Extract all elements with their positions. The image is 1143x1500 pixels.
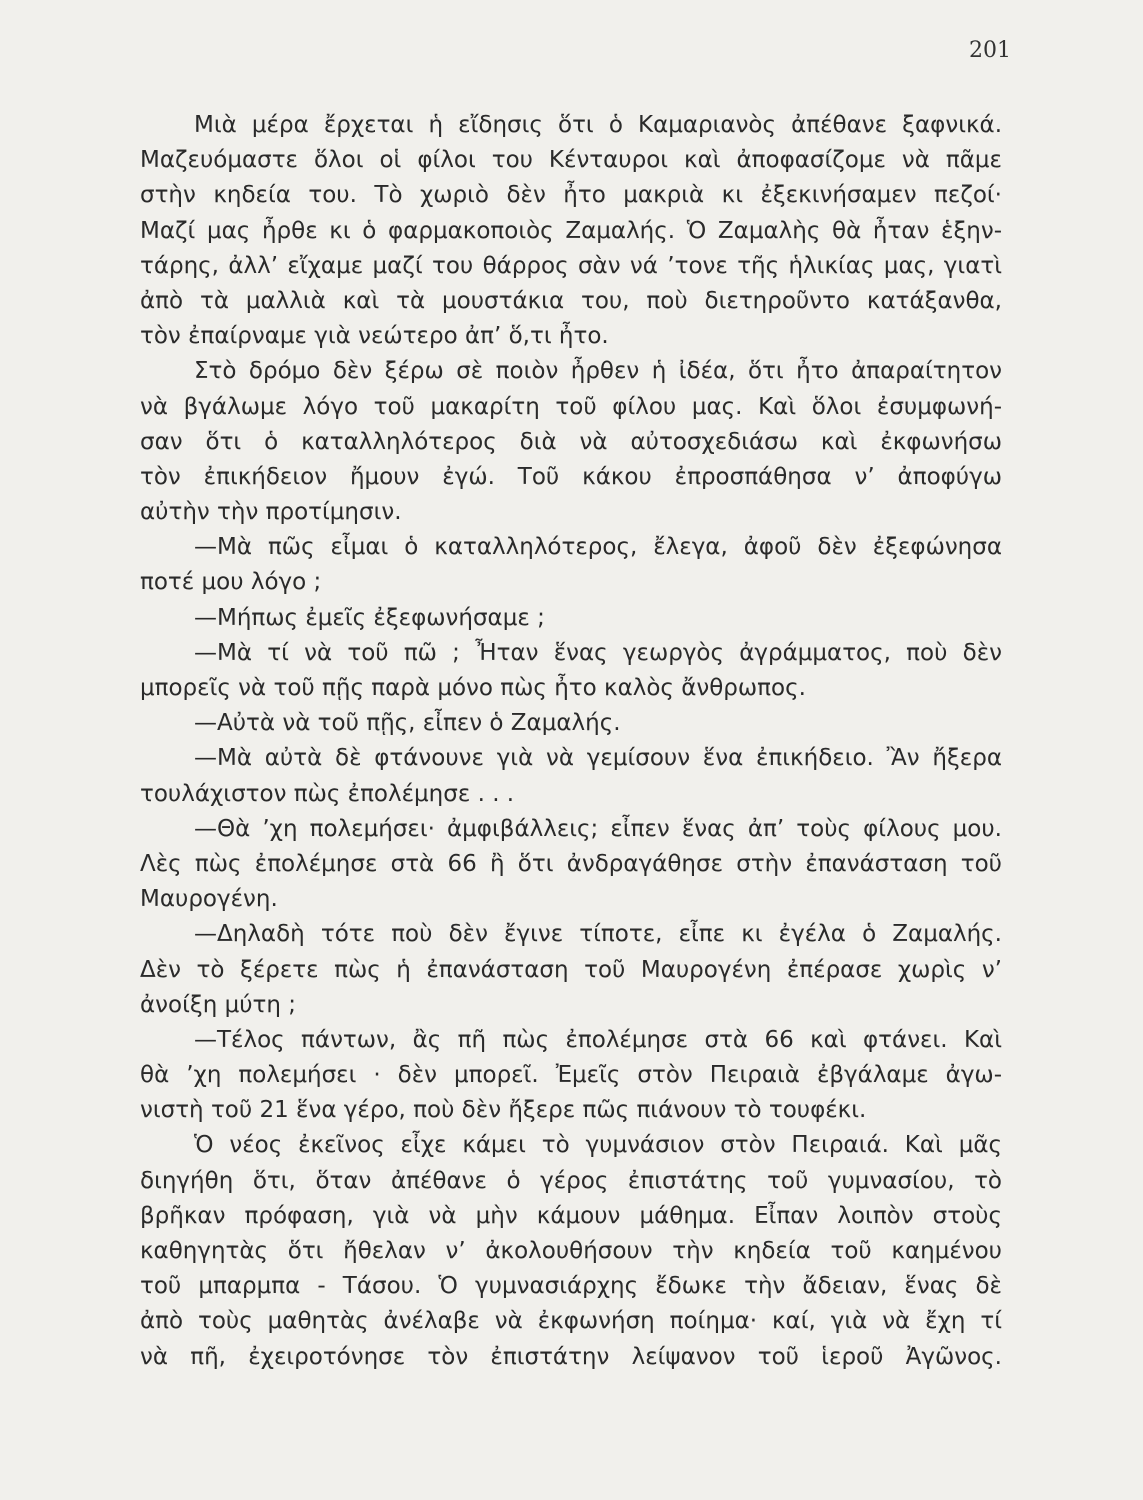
text-line: ἀνοίξη μύτη ; bbox=[140, 991, 297, 1018]
text-line: νὰ πῆ, ἐχειροτόνησε τὸν ἐπιστάτην λείψανον τοῦ ἱεροῦ Ἀγῶνος. bbox=[140, 1343, 1002, 1370]
text-line: Ὁ νέος ἐκεῖνος εἶχε κάμει τὸ γυμνάσιον στὸν Πειραιά. Καὶ μᾶς bbox=[194, 1132, 1002, 1159]
text-line: τὸν ἐπαίρναμε γιὰ νεώτερο ἀπ’ ὅ,τι ἦτο. bbox=[140, 323, 609, 350]
text-line: θὰ ’χη πολεμήσει · δὲν μπορεῖ. Ἐμεῖς στὸν Πειραιὰ ἐβγάλαμε ἀγω- bbox=[140, 1062, 1002, 1089]
text-line: σαν ὅτι ὁ καταλληλότερος διὰ νὰ αὐτοσχεδιάσω καὶ ἐκφωνήσω bbox=[140, 428, 1002, 455]
text-line: Δὲν τὸ ξέρετε πὼς ἡ ἐπανάσταση τοῦ Μαυρογένη ἐπέρασε χωρὶς ν’ bbox=[140, 956, 1002, 983]
text-line: καθηγητὰς ὅτι ἤθελαν ν’ ἀκολουθήσουν τὴν κηδεία τοῦ καημένου bbox=[140, 1238, 1002, 1264]
text-line: ἀπὸ τοὺς μαθητὰς ἀνέλαβε νὰ ἐκφωνήση ποίημα· καί, γιὰ νὰ ἔχη τί bbox=[140, 1308, 1002, 1335]
text-line: τὸν ἐπικήδειον ἤμουν ἐγώ. Τοῦ κάκου ἐπροσπάθησα ν’ ἀποφύγω bbox=[140, 463, 1002, 490]
text-line: νὰ βγάλωμε λόγο τοῦ μακαρίτη τοῦ φίλου μας. Καὶ ὅλοι ἐσυμφωνή- bbox=[140, 393, 1002, 420]
text-line: —Τέλος πάντων, ἂς πῆ πὼς ἐπολέμησε στὰ 66 καὶ φτάνει. Καὶ bbox=[194, 1026, 1002, 1053]
text-line: ποτέ μου λόγο ; bbox=[140, 569, 322, 596]
text-line: τάρης, ἀλλ’ εἴχαμε μαζί του θάρρος σὰν νά ’τονε τῆς ἡλικίας μας, γιατὶ bbox=[140, 252, 1002, 279]
text-line: Στὸ δρόμο δὲν ξέρω σὲ ποιὸν ἦρθεν ἡ ἰδέα, ὅτι ἦτο ἀπαραίτητον bbox=[194, 358, 1002, 385]
text-line: Μιὰ μέρα ἔρχεται ἡ εἴδησις ὅτι ὁ Καμαριανὸς ἀπέθανε ξαφνικά. bbox=[194, 112, 1002, 138]
text-line: —Αὐτὰ νὰ τοῦ πῇς, εἶπεν ὁ Ζαμαλής. bbox=[194, 710, 621, 737]
text-line: τοῦ μπαρμπα - Τάσου. Ὁ γυμνασιάρχης ἔδωκε τὴν ἄδειαν, ἕνας δὲ bbox=[140, 1273, 1002, 1300]
text-line: —Θὰ ’χη πολεμήσει· ἀμφιβάλλεις; εἶπεν ἕνας ἀπ’ τοὺς φίλους μου. bbox=[194, 815, 1002, 842]
text-line: Μαζευόμαστε ὅλοι οἱ φίλοι του Κένταυροι καὶ ἀποφασίζομε νὰ πᾶμε bbox=[140, 147, 1002, 174]
text-line: —Μὰ τί νὰ τοῦ πῶ ; Ἦταν ἕνας γεωργὸς ἀγράμματος, ποὺ δὲν bbox=[194, 639, 1002, 666]
text-line: Μαυρογένη. bbox=[140, 886, 278, 913]
text-line: διηγήθη ὅτι, ὅταν ἀπέθανε ὁ γέρος ἐπιστάτης τοῦ γυμνασίου, τὸ bbox=[140, 1167, 1002, 1194]
text-line: τουλάχιστον πὼς ἐπολέμησε . . . bbox=[140, 780, 515, 807]
text-line: —Μὰ αὐτὰ δὲ φτάνουνε γιὰ νὰ γεμίσουν ἕνα ἐπικήδειο. Ἂν ἤξερα bbox=[194, 745, 1002, 772]
text-line: Λὲς πὼς ἐπολέμησε στὰ 66 ἢ ὅτι ἀνδραγάθησε στὴν ἐπανάσταση τοῦ bbox=[140, 850, 1002, 877]
text-line: —Μήπως ἐμεῖς ἐξεφωνήσαμε ; bbox=[194, 604, 545, 631]
text-line: ἀπὸ τὰ μαλλιὰ καὶ τὰ μουστάκια του, ποὺ διετηροῦντο κατάξανθα, bbox=[140, 287, 1002, 314]
text-line: Μαζί μας ἦρθε κι ὁ φαρμακοποιὸς Ζαμαλής. Ὁ Ζαμαλὴς θὰ ἦταν ἑξην- bbox=[140, 217, 1002, 244]
text-line: νιστὴ τοῦ 21 ἕνα γέρο, ποὺ δὲν ἤξερε πῶς πιάνουν τὸ τουφέκι. bbox=[140, 1097, 867, 1124]
text-line: —Δηλαδὴ τότε ποὺ δὲν ἔγινε τίποτε, εἶπε κι ἐγέλα ὁ Ζαμαλής. bbox=[194, 921, 1002, 948]
page-number: 201 bbox=[969, 38, 1011, 63]
text-line: αὐτὴν τὴν προτίμησιν. bbox=[140, 499, 402, 526]
text-line: στὴν κηδεία του. Τὸ χωριὸ δὲν ἦτο μακριὰ κι ἐξεκινήσαμεν πεζοί· bbox=[140, 182, 1002, 209]
text-line: —Μὰ πῶς εἶμαι ὁ καταλληλότερος, ἔλεγα, ἀφοῦ δὲν ἐξεφώνησα bbox=[194, 534, 1002, 561]
body-text bbox=[140, 108, 1002, 1375]
text-line: βρῆκαν πρόφαση, γιὰ νὰ μὴν κάμουν μάθημα. Εἶπαν λοιπὸν στοὺς bbox=[140, 1202, 1002, 1229]
text-line: μπορεῖς νὰ τοῦ πῇς παρὰ μόνο πὼς ἦτο καλὸς ἄνθρωπος. bbox=[140, 675, 806, 701]
